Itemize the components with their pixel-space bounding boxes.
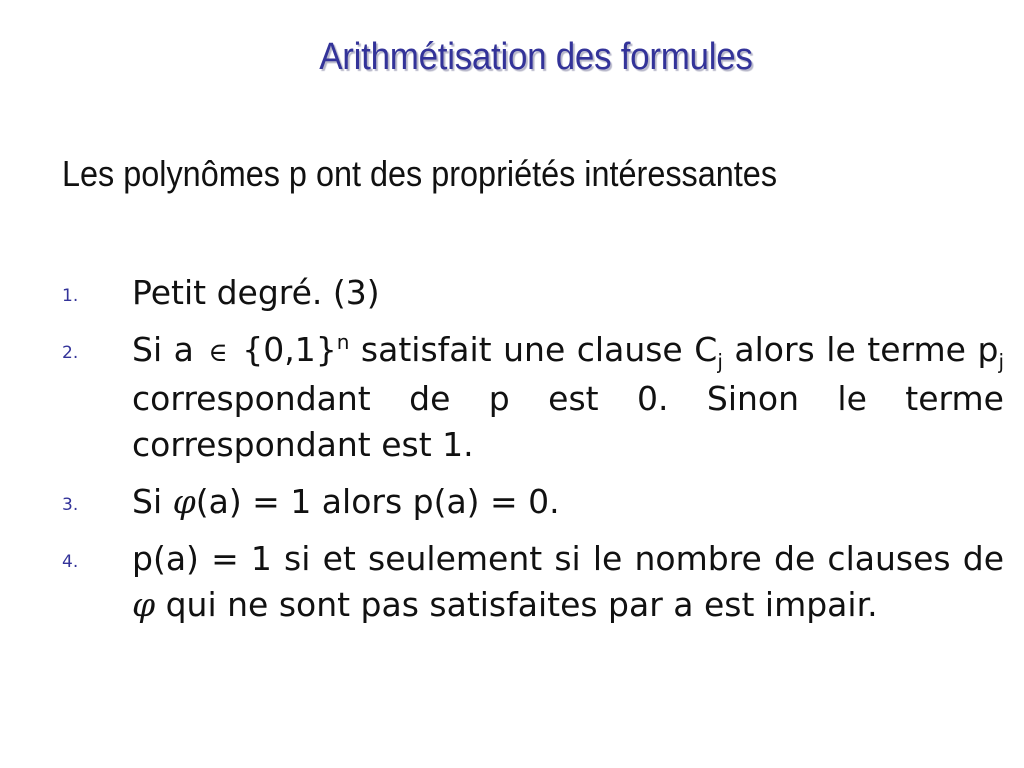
element-of-symbol: ∈ xyxy=(208,338,228,368)
slide-title: Arithmétisation des formules xyxy=(319,36,753,78)
item-3-part1: Si xyxy=(132,482,173,521)
item-2-part5: correspondant de p est 0. Sinon le terme correspondant est 1. xyxy=(132,379,1004,464)
list-item-number: 2. xyxy=(62,343,79,363)
list-item-number: 1. xyxy=(62,286,79,306)
item-2-part2: {0,1} xyxy=(242,330,337,369)
list-item-text xyxy=(132,479,1004,525)
subscript-j: j xyxy=(998,349,1005,374)
list-item-text xyxy=(132,536,1004,628)
list-item-text xyxy=(132,327,1004,468)
item-4-part2: qui ne sont pas satisfaites par a est impair. xyxy=(155,585,878,624)
item-1-text: Petit degré. (3) xyxy=(132,273,380,312)
phi-symbol: φ xyxy=(132,585,156,624)
item-2-part3: satisfait une clause C xyxy=(349,330,718,369)
list-item-2 xyxy=(62,327,1012,468)
item-2-part4: alors le terme p xyxy=(722,330,999,369)
list-item-4 xyxy=(62,536,1012,628)
list-item-number: 4. xyxy=(62,552,79,572)
list-item-number: 3. xyxy=(62,495,79,515)
superscript-n: n xyxy=(336,330,350,354)
list-item-text xyxy=(132,270,1004,316)
item-4-part1: p(a) = 1 si et seulement si le nombre de clauses de xyxy=(132,539,1004,578)
phi-symbol: φ xyxy=(172,482,196,521)
intro-text: Les polynômes p ont des propriétés intéressantes xyxy=(62,153,778,194)
item-3-part2: (a) = 1 alors p(a) = 0. xyxy=(195,482,560,521)
subscript-j: j xyxy=(717,349,723,374)
item-2-part1: Si a xyxy=(132,330,194,369)
list-item-1 xyxy=(62,270,1012,316)
list-item-3 xyxy=(62,479,1012,525)
numbered-list xyxy=(62,270,1012,639)
